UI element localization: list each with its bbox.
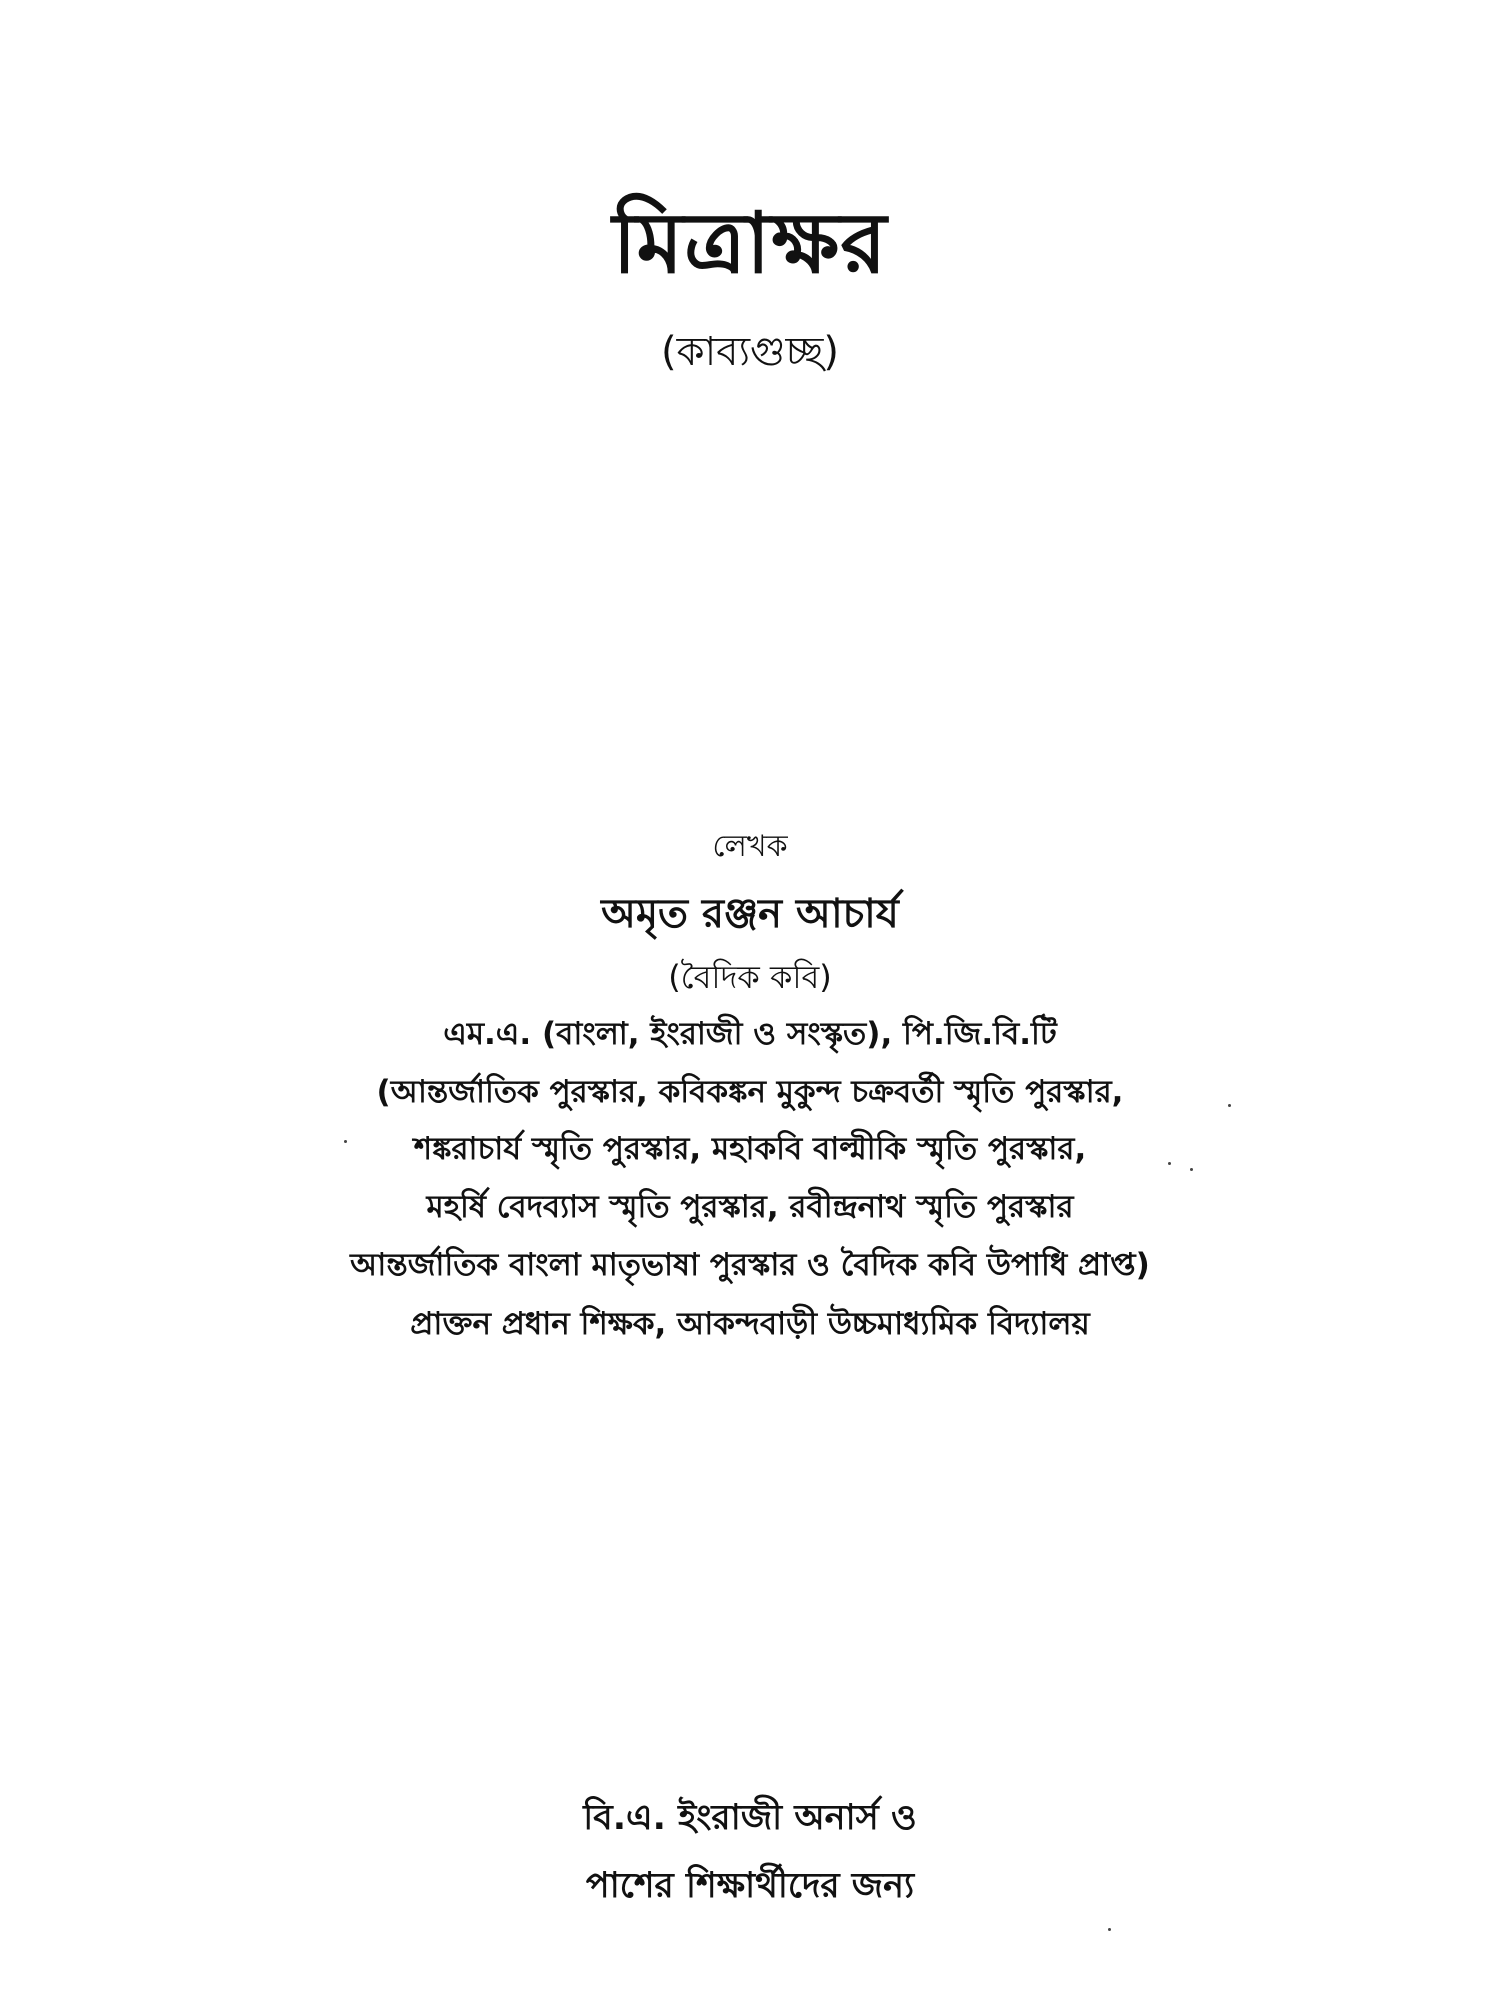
credential-line: মহর্ষি বেদব্যাস স্মৃতি পুরস্কার, রবীন্দ্রনাথ স্মৃতি পুরস্কার <box>426 1189 1074 1225</box>
credential-line: (আন্তর্জাতিক পুরস্কার, কবিকঙ্কন মুকুন্দ চক্রবর্তী স্মৃতি পুরস্কার, <box>376 1074 1124 1110</box>
scan-speck <box>1108 1928 1111 1931</box>
scan-speck <box>1168 1162 1171 1165</box>
book-title: মিত্রাক্ষর <box>612 194 888 292</box>
scan-speck <box>1228 1104 1231 1107</box>
credential-line: এম.এ. (বাংলা, ইংরাজী ও সংস্কৃত), পি.জি.বি.টি <box>443 1016 1057 1052</box>
credential-line: প্রাক্তন প্রধান শিক্ষক, আকন্দবাড়ী উচ্চমাধ্যমিক বিদ্যালয় <box>410 1306 1090 1342</box>
scan-speck <box>344 1140 347 1143</box>
audience-line: বি.এ. ইংরাজী অনার্স ও <box>583 1798 917 1838</box>
book-subtitle: (কাব্যগুচ্ছ) <box>661 329 839 375</box>
author-epithet: (বৈদিক কবি) <box>668 958 832 996</box>
audience-line: পাশের শিক্ষার্থীদের জন্য <box>585 1866 915 1906</box>
author-name: অমৃত রঞ্জন আচার্য <box>601 891 899 937</box>
author-label: লেখক <box>712 829 788 864</box>
credential-line: আন্তর্জাতিক বাংলা মাতৃভাষা পুরস্কার ও বৈদিক কবি উপাধি প্রাপ্ত) <box>350 1247 1150 1283</box>
credential-line: শঙ্করাচার্য স্মৃতি পুরস্কার, মহাকবি বাল্মীকি স্মৃতি পুরস্কার, <box>413 1131 1087 1167</box>
scan-speck <box>1190 1168 1193 1171</box>
